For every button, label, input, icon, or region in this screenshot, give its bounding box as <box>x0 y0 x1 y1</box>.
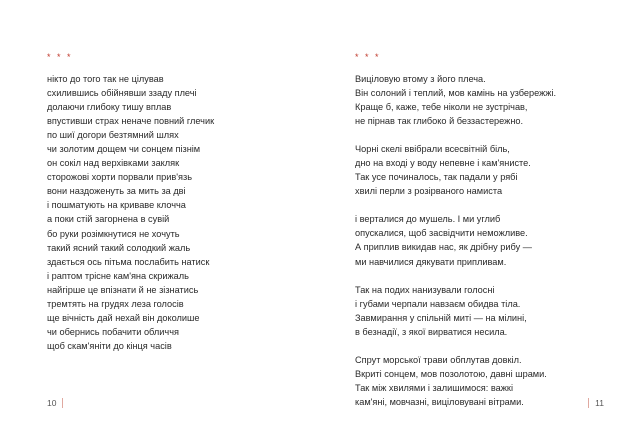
poem-line: сторожові хорти порвали прив'язь <box>47 172 193 183</box>
page-number: 10 <box>47 398 57 408</box>
poem-line: ще вічність дай нехай він доколише <box>47 312 200 323</box>
poem-line: впустивши страх неначе повний глечик <box>47 116 215 127</box>
poem-line: Краще б, каже, тебе ніколи не зустрічав, <box>355 102 528 113</box>
poem-line: кам'яні, мовчазні, виціловувані вітрами. <box>355 396 524 407</box>
poem-line: і верталися до мушель. І ми углиб <box>355 214 501 225</box>
poem-line: нікто до того так не цілував <box>47 74 164 84</box>
folio-rule <box>62 398 63 408</box>
stanza <box>355 353 556 409</box>
poem-line: не пірнав так глибоко й беззастережно. <box>355 116 524 127</box>
poem-right <box>355 72 556 409</box>
stanza <box>355 283 556 339</box>
poem-line: Завмирання у спільній миті — на мілині, <box>355 312 527 323</box>
poem-line: долаючи глибоку тишу вплав <box>47 102 172 113</box>
stanza <box>355 72 556 128</box>
poem-line: схилившись обійнявши ззаду плечі <box>47 88 197 99</box>
poem-line: вони наздоженуть за мить за дві <box>47 186 186 197</box>
poem-left <box>47 72 214 353</box>
page-number-right <box>588 398 604 408</box>
poem-line: здається ось пітьма послабить натиск <box>47 256 210 267</box>
poem-line: Так на подих нанизували голосні <box>355 284 495 295</box>
poem-line: А приплив викидав нас, як дрібну рибу — <box>355 242 532 253</box>
poem-line: Так між хвилями і залишимося: важкі <box>355 382 513 393</box>
page-number: 11 <box>595 398 604 408</box>
right-page <box>320 0 640 443</box>
poem-line: найгірше це впізнати й не зізнатись <box>47 284 199 295</box>
folio-rule <box>588 398 589 408</box>
poem-line: по шиї догори безтямний шлях <box>47 130 179 141</box>
poem-line: Спрут морської трави обплутав довкіл. <box>355 354 522 365</box>
poem-line: он сокіл над верхівками закляк <box>47 158 180 169</box>
poem-line: Чорні скелі ввібрали всесвітній біль, <box>355 144 510 155</box>
poem-line: і губами черпали навзаєм обидва тіла. <box>355 298 521 309</box>
poem-line: опускалися, щоб засвідчити неможливе. <box>355 228 528 239</box>
poem-line: такий ясний такий солодкий жаль <box>47 242 191 253</box>
poem-line: в безнадії, з якої вирватися несила. <box>355 326 508 337</box>
poem-line: хвилі перли з розірваного намиста <box>355 186 503 197</box>
poem-line: і раптом трісне кам'яна скрижаль <box>47 270 189 281</box>
poem-ornament: * * * <box>355 52 381 62</box>
stanza <box>355 212 556 268</box>
poem-ornament: * * * <box>47 52 73 62</box>
poem-line: ми навчилися дякувати припливам. <box>355 256 507 267</box>
poem-line: чи обернись побачити обличчя <box>47 326 179 337</box>
poem-line: Вкриті сонцем, мов позолотою, давні шрами. <box>355 368 547 379</box>
poem-line: Він солоний і теплий, мов камінь на узбережжі. <box>355 88 557 99</box>
poem-line: Виціловую втому з його плеча. <box>355 74 486 84</box>
poem-line: щоб скам'яніти до кінця часів <box>47 340 172 351</box>
poem-line: а поки стій загорнена в сувій <box>47 214 170 225</box>
poem-line: дно на вході у воду непевне і кам'янисте. <box>355 158 531 169</box>
poem-line: чи золотим дощем чи сонцем пізнім <box>47 144 201 155</box>
poem-line: бо руки розімкнутися не хочуть <box>47 228 180 239</box>
poem-line: і пошматують на криваве клочча <box>47 200 186 211</box>
page-number-left <box>47 398 63 408</box>
stanza <box>355 142 556 198</box>
poem-line: тремтять на грудях леза голосів <box>47 298 184 309</box>
poem-line: Так усе починалось, так падали у рябі <box>355 172 518 183</box>
